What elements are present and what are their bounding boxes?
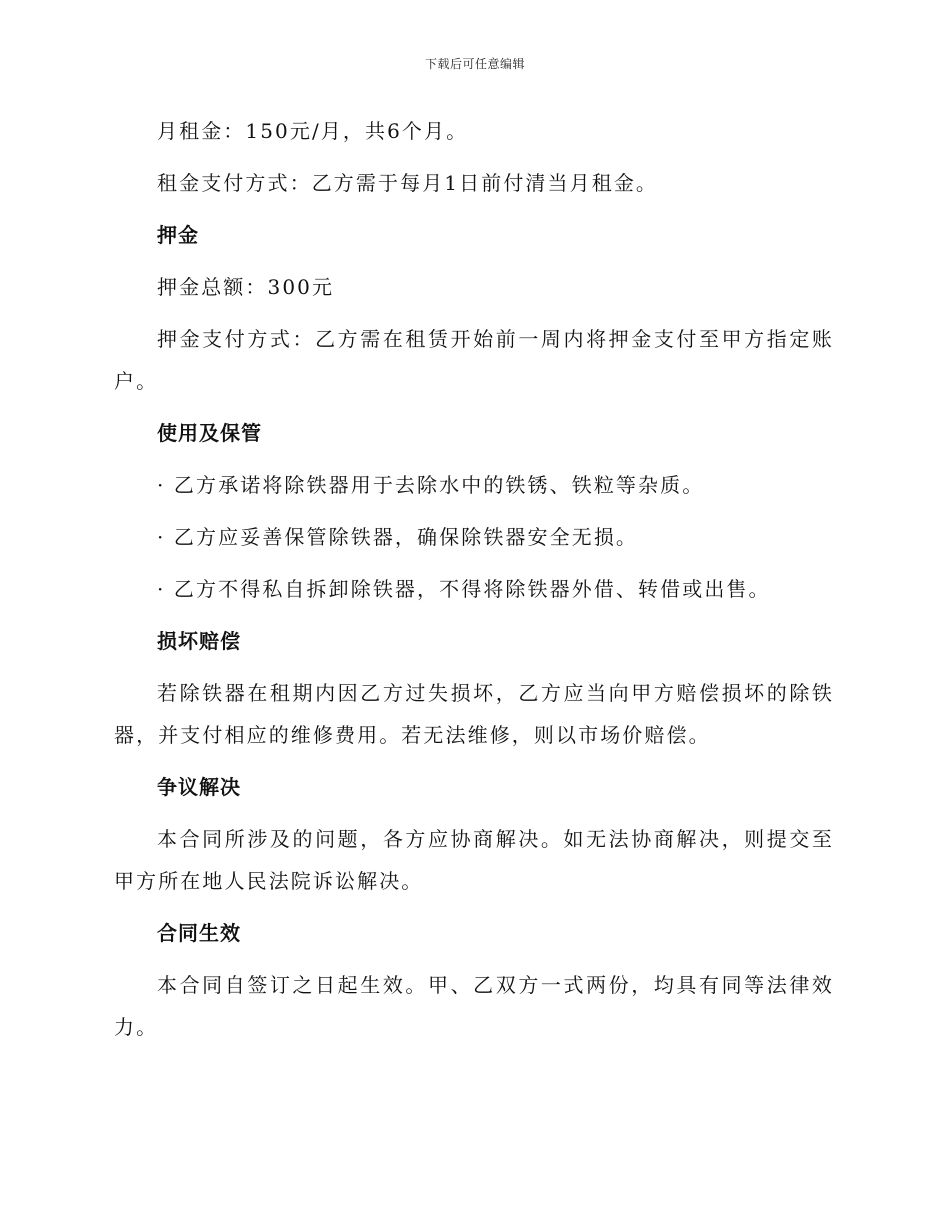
document-body <box>114 110 834 1058</box>
effect-heading: 合同生效 <box>157 921 241 945</box>
header-note: 下载后可任意编辑 <box>424 57 525 71</box>
rent-monthly-text: 月租金：150元/月，共6个月。 <box>157 119 469 143</box>
deposit-payment-text: 押金支付方式：乙方需在租赁开始前一周内将押金支付至甲方指定账户。 <box>114 327 834 393</box>
dispute-text: 本合同所涉及的问题，各方应协商解决。如无法协商解决，则提交至甲方所在地人民法院诉讼解决。 <box>114 827 834 893</box>
deposit-heading: 押金 <box>157 223 199 247</box>
effect-text: 本合同自签订之日起生效。甲、乙双方一式两份，均具有同等法律效力。 <box>114 973 834 1039</box>
damage-heading: 损坏赔偿 <box>157 629 241 653</box>
dispute-heading: 争议解决 <box>157 775 241 799</box>
usage-heading: 使用及保管 <box>157 421 262 445</box>
rent-payment-text: 租金支付方式：乙方需于每月1日前付清当月租金。 <box>157 171 659 195</box>
usage-item: · 乙方应妥善保管除铁器，确保除铁器安全无损。 <box>157 525 639 549</box>
usage-item: · 乙方不得私自拆卸除铁器，不得将除铁器外借、转借或出售。 <box>157 577 771 601</box>
damage-text: 若除铁器在租期内因乙方过失损坏，乙方应当向甲方赔偿损坏的除铁器，并支付相应的维修费用。若无法维修，则以市场价赔偿。 <box>114 681 834 747</box>
deposit-total-text: 押金总额：300元 <box>157 275 335 299</box>
usage-item: · 乙方承诺将除铁器用于去除水中的铁锈、铁粒等杂质。 <box>157 473 705 497</box>
